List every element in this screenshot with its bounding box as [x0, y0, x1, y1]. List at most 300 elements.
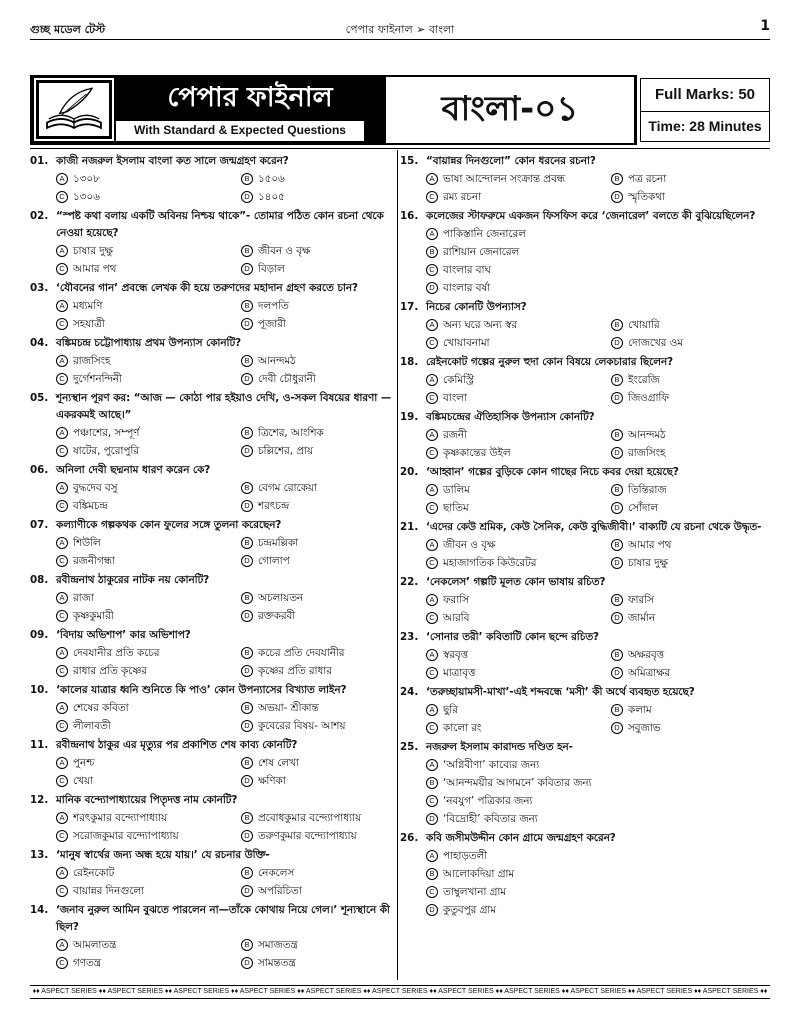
option-letter-circle: D: [611, 667, 623, 679]
question-line: [400, 739, 770, 756]
options-grid: [30, 534, 400, 570]
option-letter-circle: C: [56, 957, 68, 969]
options-grid: [30, 589, 400, 625]
option-letter-circle: A: [56, 647, 68, 659]
question-number: 03.: [30, 282, 49, 294]
question-text: অনিলা দেবী ছদ্মনাম ধারণ করেন কে?: [56, 464, 211, 476]
option-letter-circle: B: [241, 482, 253, 494]
option-item: [241, 827, 426, 845]
option-text: নেকলেস: [258, 867, 295, 879]
question-text: কবি জসীমউদ্দীন কোন গ্রামে জন্মগ্রহণ করেন?: [426, 832, 616, 844]
option-text: আমলাতন্ত্র: [73, 939, 117, 951]
option-text: অভয়া- শ্রীকান্ত: [258, 702, 319, 714]
options-grid: [400, 371, 770, 407]
left-column: [30, 153, 400, 974]
option-letter-circle: C: [426, 795, 438, 807]
question-number: 15.: [400, 155, 419, 167]
option-letter-circle: A: [56, 173, 68, 185]
option-letter-circle: D: [611, 337, 623, 349]
option-item: [56, 936, 241, 954]
question-number: 26.: [400, 832, 419, 844]
question-item: [30, 682, 400, 735]
question-line: [30, 737, 400, 754]
option-item: [611, 554, 796, 572]
question-item: [30, 572, 400, 625]
option-item: [611, 499, 796, 517]
option-letter-circle: B: [241, 812, 253, 824]
option-text: অচলায়তন: [258, 592, 304, 604]
option-letter-circle: B: [426, 246, 438, 258]
question-text: “স্পষ্ট কথা বলায় একটি অবিনয় নিশ্চয় থাকে”- তোমার পঠিত কোন রচনা থেকে নেওয়া হয়েছে?: [56, 210, 384, 239]
option-text: শরৎকুমার বন্দ্যোপাধ্যায়: [73, 812, 167, 824]
option-letter-circle: D: [241, 957, 253, 969]
option-letter-circle: A: [56, 867, 68, 879]
option-item: [241, 936, 426, 954]
option-text: ক্ষণিকা: [258, 775, 286, 787]
question-text: ‘যৌবনের গান’ প্রবন্ধে লেখক কী হয়ে তরুণদের মহাদান গ্রহণ করতে চান?: [56, 282, 359, 294]
brand-title: পেপার ফাইনাল: [167, 82, 333, 113]
option-letter-circle: B: [241, 300, 253, 312]
question-number: 11.: [30, 739, 49, 751]
option-letter-circle: D: [611, 191, 623, 203]
option-letter-circle: D: [241, 665, 253, 677]
option-item: [426, 243, 796, 261]
question-line: [30, 847, 400, 864]
option-text: দলপতি: [258, 300, 289, 312]
option-item: [611, 389, 796, 407]
option-letter-circle: B: [241, 355, 253, 367]
option-letter-circle: A: [426, 850, 438, 862]
option-text: ‘অগ্নিবীণা’ কাব্যের জন্য: [443, 759, 540, 771]
option-letter-circle: C: [426, 557, 438, 569]
option-item: [426, 426, 611, 444]
option-text: জীবন ও বৃক্ষ: [443, 539, 496, 551]
right-column: [400, 153, 770, 921]
running-header: [30, 18, 770, 38]
options-grid: [30, 864, 400, 900]
option-text: দেবযানীর প্রতি কচের: [73, 647, 160, 659]
option-text: রজনীগন্ধা: [73, 555, 115, 567]
option-item: [241, 552, 426, 570]
option-letter-circle: B: [426, 777, 438, 789]
options-grid: [400, 847, 770, 919]
question-line: [400, 519, 770, 536]
question-number: 19.: [400, 411, 419, 423]
question-text: বঙ্কিমচন্দ্র চট্টোপাধ্যায় প্রথম উপন্যাস কোনটি?: [56, 337, 242, 349]
options-grid: [30, 424, 400, 460]
question-text: ‘তরুচ্ছায়ামসী-মাখা’-এই শব্দবন্ধে ‘মসী’ কী অর্থে ব্যবহৃত হয়েছে?: [426, 686, 695, 698]
option-text: পাহাড়তলী: [443, 850, 488, 862]
option-text: ‘আনন্দময়ীর আগমনে’ কবিতার জন্য: [443, 777, 592, 789]
option-item: [56, 827, 241, 845]
option-item: [426, 701, 611, 719]
option-text: লীলাবতী: [73, 720, 111, 732]
option-letter-circle: A: [426, 539, 438, 551]
option-letter-circle: D: [611, 392, 623, 404]
question-line: [400, 409, 770, 426]
option-item: [611, 188, 796, 206]
option-item: [611, 334, 796, 352]
question-number: 25.: [400, 741, 419, 753]
option-text: তিন্তিরাজ: [628, 484, 667, 496]
option-item: [426, 334, 611, 352]
options-grid: [30, 297, 400, 333]
option-text: রেইনকোট: [73, 867, 115, 879]
question-text: নজরুল ইসলাম কারাদন্ড দণ্ডিত হন-: [426, 741, 573, 753]
question-item: [400, 684, 770, 737]
option-item: [241, 754, 426, 772]
option-letter-circle: C: [426, 264, 438, 276]
option-item: [426, 481, 611, 499]
option-letter-circle: C: [426, 502, 438, 514]
options-grid: [400, 701, 770, 737]
question-text: রবীন্দ্রনাথ ঠাকুরের নাটক নয় কোনটি?: [56, 574, 210, 586]
option-item: [241, 534, 426, 552]
option-text: চাষার দুক্ষু: [73, 245, 113, 257]
option-text: বায়ান্নর দিনগুলো: [73, 885, 145, 897]
option-item: [426, 591, 611, 609]
option-item: [56, 370, 241, 388]
option-letter-circle: A: [56, 939, 68, 951]
question-item: [30, 335, 400, 388]
option-text: বুদ্ধদেব বসু: [73, 482, 118, 494]
question-number: 21.: [400, 521, 419, 533]
option-item: [56, 864, 241, 882]
option-letter-circle: B: [241, 647, 253, 659]
option-letter-circle: A: [426, 319, 438, 331]
question-item: [30, 902, 400, 972]
option-text: রাজা: [73, 592, 94, 604]
option-letter-circle: D: [241, 318, 253, 330]
option-item: [56, 315, 241, 333]
option-letter-circle: C: [426, 667, 438, 679]
option-text: সবুজাভ: [628, 722, 661, 734]
option-item: [56, 607, 241, 625]
option-text: তাম্বুলখানা গ্রাম: [443, 886, 507, 898]
option-item: [56, 882, 241, 900]
option-letter-circle: C: [56, 775, 68, 787]
option-item: [56, 754, 241, 772]
question-text: মানিক বন্দ্যোপাধ্যায়ের পিতৃদত্ত নাম কোনটি?: [56, 794, 238, 806]
option-item: [611, 371, 796, 389]
option-item: [56, 954, 241, 972]
question-text: ‘এদের কেউ শ্রমিক, কেউ সৈনিক, কেউ বুদ্ধিজীবী।’ বাক্যটি যে রচনা থেকে উদ্ধৃত-: [426, 521, 762, 533]
option-text: পূজারী: [258, 318, 286, 330]
option-text: অপরিচিতা: [258, 885, 302, 897]
option-text: চন্দ্রমল্লিকা: [258, 537, 299, 549]
option-text: বাংলার বাঘ: [443, 264, 491, 276]
option-text: অন্য ঘরে অন্য স্বর: [443, 319, 518, 331]
option-text: শরৎচন্দ্র: [258, 500, 290, 512]
option-text: বিড়াল: [258, 263, 285, 275]
option-text: রাধার প্রতি কৃষ্ণের: [73, 665, 147, 677]
option-letter-circle: B: [611, 649, 623, 661]
option-item: [241, 424, 426, 442]
option-item: [241, 297, 426, 315]
question-item: [400, 409, 770, 462]
option-letter-circle: A: [426, 429, 438, 441]
option-letter-circle: A: [56, 300, 68, 312]
question-number: 02.: [30, 210, 49, 222]
question-line: [30, 572, 400, 589]
option-letter-circle: D: [611, 447, 623, 459]
option-item: [426, 664, 611, 682]
option-letter-circle: A: [426, 649, 438, 661]
option-text: খোয়াবনামা: [443, 337, 490, 349]
option-item: [241, 589, 426, 607]
option-letter-circle: A: [426, 173, 438, 185]
option-item: [241, 442, 426, 460]
question-line: [400, 574, 770, 591]
option-letter-circle: B: [241, 702, 253, 714]
option-text: পুনশ্চ: [73, 757, 95, 769]
question-item: [30, 847, 400, 900]
options-grid: [400, 225, 770, 297]
option-item: [56, 188, 241, 206]
option-item: [611, 719, 796, 737]
option-letter-circle: C: [426, 612, 438, 624]
option-letter-circle: D: [241, 191, 253, 203]
question-text: “বায়ান্নর দিনগুলো” কোন ধরনের রচনা?: [426, 155, 596, 167]
option-letter-circle: D: [241, 373, 253, 385]
option-letter-circle: C: [426, 886, 438, 898]
option-item: [426, 444, 611, 462]
option-text: আমার পথ: [73, 263, 117, 275]
options-grid: [400, 316, 770, 352]
option-item: [426, 316, 611, 334]
options-grid: [400, 481, 770, 517]
option-text: শেষ লেখা: [258, 757, 299, 769]
options-grid: [30, 754, 400, 790]
option-item: [426, 756, 796, 774]
option-letter-circle: C: [56, 610, 68, 622]
option-letter-circle: B: [241, 939, 253, 951]
option-item: [241, 662, 426, 680]
option-text: মধ্যমণি: [73, 300, 103, 312]
option-item: [426, 188, 611, 206]
question-text: বঙ্কিমচন্দ্রের ঐতিহাসিক উপন্যাস কোনটি?: [426, 411, 595, 423]
options-grid: [30, 170, 400, 206]
option-text: রাজসিংহ: [628, 447, 666, 459]
option-item: [426, 554, 611, 572]
options-grid: [400, 756, 770, 828]
option-letter-circle: C: [56, 263, 68, 275]
question-line: [400, 354, 770, 371]
option-text: ষাটের, পুরোপুরি: [73, 445, 139, 457]
option-item: [241, 699, 426, 717]
option-letter-circle: C: [426, 191, 438, 203]
question-line: [30, 792, 400, 809]
option-text: ১৪০৫: [258, 191, 285, 203]
option-text: কৃষ্ণকান্তের উইল: [443, 447, 511, 459]
option-text: বেগম রোকেয়া: [258, 482, 317, 494]
book-quill-logo: [39, 83, 109, 136]
option-letter-circle: A: [56, 812, 68, 824]
question-text: শূন্যস্থান পূরণ কর: “আজ — কোঠা পার হইয়াও দেখি, ও-সকল বিষয়ের ধারণা — একরকমই আছে।”: [56, 392, 392, 421]
option-item: [426, 261, 796, 279]
option-text: জিওগ্রাফি: [628, 392, 669, 404]
option-letter-circle: A: [426, 759, 438, 771]
option-item: [426, 225, 796, 243]
option-text: কৃষ্ণকুমারী: [73, 610, 114, 622]
option-item: [611, 444, 796, 462]
question-text: কাজী নজরুল ইসলাম বাংলা কত সালে জন্মগ্রহণ করেন?: [56, 155, 289, 167]
option-text: স্মৃতিকথা: [628, 191, 665, 203]
option-item: [56, 552, 241, 570]
option-item: [426, 719, 611, 737]
question-number: 18.: [400, 356, 419, 368]
option-letter-circle: A: [56, 757, 68, 769]
option-letter-circle: B: [611, 173, 623, 185]
option-item: [56, 352, 241, 370]
question-line: [30, 390, 400, 424]
option-item: [426, 774, 796, 792]
option-item: [56, 717, 241, 735]
option-item: [426, 279, 796, 297]
option-item: [611, 426, 796, 444]
option-letter-circle: C: [426, 447, 438, 459]
option-letter-circle: D: [241, 775, 253, 787]
option-letter-circle: B: [241, 427, 253, 439]
question-text: ‘মানুষ স্বার্থের জন্য অন্ধ হয়ে যায়।’ যে রচনার উক্তি-: [56, 849, 270, 861]
question-number: 08.: [30, 574, 49, 586]
option-letter-circle: C: [426, 392, 438, 404]
question-item: [400, 354, 770, 407]
question-line: [30, 208, 400, 242]
option-item: [426, 609, 611, 627]
question-number: 10.: [30, 684, 49, 696]
question-text: ‘কালের যাত্রার ধ্বনি শুনিতে কি পাও’ কোন উপন্যাসের বিখ্যাত লাইন?: [56, 684, 347, 696]
option-text: ইংরেজি: [628, 374, 660, 386]
option-item: [426, 371, 611, 389]
question-number: 23.: [400, 631, 419, 643]
option-item: [426, 810, 796, 828]
option-item: [611, 609, 796, 627]
option-item: [426, 646, 611, 664]
option-letter-circle: D: [611, 557, 623, 569]
question-line: [30, 517, 400, 534]
option-letter-circle: B: [611, 704, 623, 716]
option-letter-circle: A: [426, 594, 438, 606]
option-text: সরোজকুমার বন্দ্যোপাধ্যায়: [73, 830, 179, 842]
option-letter-circle: A: [56, 355, 68, 367]
option-letter-circle: D: [241, 720, 253, 732]
option-text: চাষার দুক্ষু: [628, 557, 668, 569]
option-text: পাকিস্তানি জেনারেল: [443, 228, 526, 240]
question-item: [30, 627, 400, 680]
question-item: [30, 208, 400, 278]
option-item: [56, 242, 241, 260]
option-item: [611, 664, 796, 682]
option-item: [241, 260, 426, 278]
option-text: মাত্রাবৃত্ত: [443, 667, 476, 679]
question-number: 04.: [30, 337, 49, 349]
options-grid: [400, 170, 770, 206]
option-text: পঞ্চাশের, সম্পূর্ণ: [73, 427, 140, 439]
options-grid: [30, 809, 400, 845]
option-letter-circle: C: [56, 665, 68, 677]
option-letter-circle: B: [241, 757, 253, 769]
question-line: [30, 335, 400, 352]
question-item: [400, 739, 770, 828]
option-text: আমার পথ: [628, 539, 672, 551]
options-grid: [400, 426, 770, 462]
option-letter-circle: D: [611, 722, 623, 734]
question-number: 01.: [30, 155, 49, 167]
question-line: [30, 462, 400, 479]
subtitle: With Standard & Expected Questions: [115, 120, 365, 142]
option-letter-circle: B: [241, 173, 253, 185]
question-item: [30, 280, 400, 333]
question-item: [30, 792, 400, 845]
option-letter-circle: D: [241, 445, 253, 457]
option-letter-circle: D: [241, 500, 253, 512]
option-item: [611, 646, 796, 664]
option-letter-circle: C: [56, 500, 68, 512]
question-line: [30, 280, 400, 297]
option-text: আলোকদিয়া গ্রাম: [443, 868, 515, 880]
option-letter-circle: A: [56, 482, 68, 494]
header-rule: [30, 148, 770, 149]
options-grid: [400, 646, 770, 682]
option-item: [426, 536, 611, 554]
option-item: [426, 792, 796, 810]
option-text: শেষের কবিতা: [73, 702, 129, 714]
option-text: ১৩০৬: [73, 191, 100, 203]
question-line: [400, 684, 770, 701]
book-quill-icon: [36, 80, 112, 139]
option-text: কুতুবপুর গ্রাম: [443, 904, 497, 916]
option-letter-circle: D: [426, 282, 438, 294]
question-item: [30, 153, 400, 206]
option-letter-circle: C: [56, 885, 68, 897]
running-title: পেপার ফাইনাল ➢ বাংলা: [345, 23, 455, 36]
question-line: [400, 299, 770, 316]
option-item: [241, 717, 426, 735]
options-grid: [30, 936, 400, 972]
question-text: ‘জনাব নুরুল আমিন বুঝতে পারলেন না—তাঁকে কোথায় নিয়ে গেল।’ শূন্যস্থানে কী ছিল?: [56, 904, 390, 933]
option-item: [611, 481, 796, 499]
question-item: [30, 737, 400, 790]
question-number: 24.: [400, 686, 419, 698]
question-item: [400, 519, 770, 572]
option-letter-circle: C: [56, 318, 68, 330]
options-grid: [30, 352, 400, 388]
option-text: ছুরি: [443, 704, 458, 716]
option-text: ১৫০৬: [258, 173, 285, 185]
question-item: [30, 462, 400, 515]
option-text: পত্র রচনা: [628, 173, 667, 185]
option-item: [56, 424, 241, 442]
option-letter-circle: C: [56, 830, 68, 842]
question-text: ‘আহ্বান’ গল্পের বুড়িকে কোন গাছের নিচে কবর দেয়া হয়েছে?: [426, 466, 679, 478]
option-text: ত্রিশের, আংশিক: [258, 427, 324, 439]
question-text: ‘বিদায় অভিশাপ’ কার অভিশাপ?: [56, 629, 191, 641]
option-text: দেবী চৌধুরানী: [258, 373, 316, 385]
option-text: ভাষা আন্দোলন সংক্রান্ত প্রবন্ধ: [443, 173, 565, 185]
question-line: [400, 153, 770, 170]
option-item: [241, 644, 426, 662]
option-text: খোয়ারি: [628, 319, 660, 331]
option-text: বাংলা: [443, 392, 467, 404]
option-text: তরুণকুমার বন্দ্যোপাধ্যায়: [258, 830, 357, 842]
option-item: [56, 260, 241, 278]
option-item: [241, 170, 426, 188]
option-letter-circle: D: [611, 502, 623, 514]
option-item: [56, 809, 241, 827]
option-item: [241, 607, 426, 625]
option-item: [56, 589, 241, 607]
